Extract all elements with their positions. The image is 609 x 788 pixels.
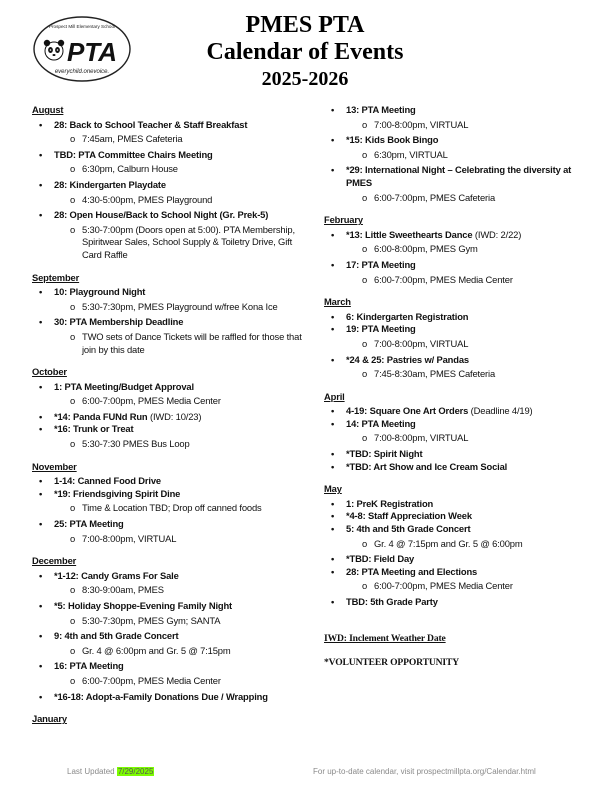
event-title: *5: Holiday Shoppe-Evening Family Night — [54, 600, 233, 611]
month-heading: September — [32, 271, 80, 283]
event-title: *29: International Night – Celebrating the diversity at PMES — [346, 164, 572, 188]
event-item — [324, 448, 586, 461]
event-item — [32, 630, 302, 643]
event-note: (IWD: 10/23) — [147, 410, 202, 422]
event-detail-text: 5:30-7:30pm, PMES Playground w/free Kona Ice — [82, 300, 278, 312]
event-item — [32, 316, 302, 329]
page-title: PMES PTA — [245, 12, 365, 38]
bullet-icon: • — [39, 569, 43, 581]
bullet-icon: • — [39, 410, 43, 422]
event-title: *TBD: Art Show and Ice Cream Social — [346, 460, 508, 472]
event-detail-text: Gr. 4 @ 7:15pm and Gr. 5 @ 6:00pm — [374, 537, 523, 549]
event-title: TBD: 5th Grade Party — [346, 596, 438, 607]
event-item — [324, 354, 586, 367]
bullet-icon: • — [331, 596, 335, 607]
last-updated — [67, 767, 154, 776]
event-item — [32, 518, 302, 531]
month-heading: December — [32, 555, 77, 567]
bullet-icon: • — [331, 565, 335, 577]
bullet-icon: • — [331, 258, 335, 270]
event-detail-text: 6:00-7:00pm, PMES Media Center — [374, 273, 513, 285]
event-item — [324, 510, 586, 523]
event-title: 16: PTA Meeting — [54, 660, 124, 672]
event-item — [324, 418, 586, 431]
event-title: 17: PTA Meeting — [346, 258, 416, 270]
event-detail — [324, 338, 586, 351]
event-detail-text: 7:00-8:00pm, VIRTUAL — [374, 118, 469, 130]
bullet-icon: • — [39, 286, 43, 298]
sub-bullet-icon: o — [70, 502, 76, 514]
sub-bullet-icon: o — [70, 438, 76, 450]
bullet-icon: • — [39, 518, 43, 530]
panda-icon — [44, 40, 64, 60]
last-updated-date: 7/29/2025 — [117, 767, 154, 776]
event-item — [324, 596, 586, 609]
sub-bullet-icon: o — [362, 537, 368, 549]
event-title: 1: PreK Registration — [346, 497, 434, 509]
event-detail-text: 5:30-7:30 PMES Bus Loop — [82, 438, 190, 450]
event-detail — [32, 224, 302, 262]
event-title: *TBD: Field Day — [346, 553, 415, 565]
sub-bullet-icon: o — [70, 532, 76, 544]
bullet-icon: • — [39, 487, 43, 499]
event-detail-text: 6:30pm, VIRTUAL — [374, 148, 448, 160]
event-detail — [32, 194, 302, 207]
bullet-icon: • — [331, 553, 335, 565]
event-item — [32, 119, 302, 132]
sub-bullet-icon: o — [70, 584, 76, 596]
sub-bullet-icon: o — [70, 674, 76, 686]
sub-bullet-icon: o — [362, 243, 368, 255]
bullet-icon: • — [331, 104, 335, 115]
event-title: 5: 4th and 5th Grade Concert — [346, 523, 471, 535]
bullet-icon: • — [39, 475, 43, 487]
event-title: TBD: PTA Committee Chairs Meeting — [54, 148, 213, 160]
event-title: 6: Kindergarten Registration — [346, 310, 469, 322]
sub-bullet-icon: o — [362, 368, 368, 380]
month-heading: November — [32, 460, 77, 472]
event-title: 25: PTA Meeting — [54, 518, 124, 530]
event-detail — [324, 580, 586, 593]
event-title: *19: Friendsgiving Spirit Dine — [54, 487, 181, 499]
bullet-icon: • — [331, 134, 335, 146]
bullet-icon: • — [331, 523, 335, 535]
event-detail-text: 6:00-8:00pm, PMES Gym — [374, 243, 478, 255]
event-note: (Deadline 4/19) — [468, 405, 533, 417]
event-detail — [324, 274, 586, 287]
event-item — [32, 488, 302, 501]
event-title: 14: PTA Meeting — [346, 417, 416, 429]
sub-bullet-icon: o — [70, 644, 76, 656]
sub-bullet-icon: o — [70, 133, 76, 145]
bullet-icon: • — [331, 228, 335, 240]
event-detail — [32, 645, 302, 658]
month-heading: March — [324, 296, 351, 308]
event-item — [32, 423, 302, 436]
event-item — [324, 104, 586, 117]
bullet-icon: • — [39, 423, 43, 435]
pta-logo — [32, 15, 132, 83]
sub-bullet-icon: o — [362, 273, 368, 285]
event-item — [32, 600, 302, 613]
event-detail-text: 7:00-8:00pm, VIRTUAL — [82, 532, 177, 544]
event-title: *13: Little Sweethearts Dance — [346, 228, 473, 240]
bullet-icon: • — [39, 178, 43, 190]
legend-iwd: IWD: Inclement Weather Date — [324, 632, 446, 644]
sub-bullet-icon: o — [362, 118, 368, 130]
bullet-icon: • — [331, 405, 335, 417]
bullet-icon: • — [331, 417, 335, 429]
event-item — [32, 286, 302, 299]
bullet-icon: • — [331, 310, 335, 322]
event-detail — [32, 615, 302, 628]
bullet-icon: • — [331, 460, 335, 472]
event-detail-text: 4:30-5:00pm, PMES Playground — [82, 193, 213, 205]
event-detail — [32, 395, 302, 408]
event-title: *15: Kids Book Bingo — [346, 134, 439, 146]
event-detail — [32, 438, 302, 451]
sub-bullet-icon: o — [70, 330, 76, 342]
sub-bullet-icon: o — [70, 614, 76, 626]
event-item — [324, 553, 586, 566]
sub-bullet-icon: o — [70, 223, 76, 235]
sub-bullet-icon: o — [70, 163, 76, 175]
sub-bullet-icon: o — [362, 580, 368, 592]
sub-bullet-icon: o — [70, 300, 76, 312]
event-title: *4-8: Staff Appreciation Week — [346, 510, 472, 522]
event-detail-text: 5:30-7:00pm (Doors open at 5:00). PTA Membership, Spiritwear Sales, School Supply & Toiletry Drive, Gift Card Raffle — [82, 223, 295, 260]
event-detail — [324, 432, 586, 445]
sub-bullet-icon: o — [362, 337, 368, 349]
sub-bullet-icon: o — [70, 193, 76, 205]
event-detail — [324, 192, 586, 205]
event-title: 1: PTA Meeting/Budget Approval — [54, 380, 194, 392]
event-detail-text: 6:00-7:00pm, PMES Media Center — [374, 580, 513, 592]
event-detail — [324, 368, 586, 381]
event-item — [32, 411, 302, 424]
event-detail-text: 6:00-7:00pm, PMES Cafeteria — [374, 191, 496, 203]
event-detail-text: 5:30-7:30pm, PMES Gym; SANTA — [82, 614, 221, 626]
event-detail-text: 6:30pm, Calburn House — [82, 163, 178, 175]
bullet-icon: • — [331, 323, 335, 335]
bullet-icon: • — [331, 448, 335, 460]
page-subtitle: Calendar of Events — [206, 39, 404, 65]
bullet-icon: • — [39, 316, 43, 328]
event-detail — [324, 243, 586, 256]
bullet-icon: • — [39, 600, 43, 611]
bullet-icon: • — [39, 148, 43, 160]
event-detail-text: Gr. 4 @ 6:00pm and Gr. 5 @ 7:15pm — [82, 644, 231, 656]
event-detail — [324, 119, 586, 132]
month-heading: August — [32, 104, 64, 115]
month-heading: January — [32, 713, 67, 725]
right-column — [324, 104, 586, 670]
page-header — [150, 12, 460, 92]
event-title: 4-19: Square One Art Orders — [346, 405, 469, 417]
event-item — [324, 134, 586, 147]
event-detail — [32, 133, 302, 146]
event-title: 19: PTA Meeting — [346, 323, 416, 335]
school-year: 2025-2026 — [261, 68, 349, 90]
event-item — [324, 405, 586, 418]
bullet-icon: • — [331, 353, 335, 365]
event-item — [32, 149, 302, 162]
bullet-icon: • — [39, 630, 43, 642]
sub-bullet-icon: o — [362, 191, 368, 203]
bullet-icon: • — [331, 497, 335, 509]
event-detail-text: 7:45-8:30am, PMES Cafeteria — [374, 368, 496, 380]
event-item — [324, 498, 586, 511]
event-item — [324, 323, 586, 336]
event-detail-text: Time & Location TBD; Drop off canned foods — [82, 502, 262, 514]
event-detail — [32, 301, 302, 314]
event-detail-text: 7:00-8:00pm, VIRTUAL — [374, 337, 469, 349]
event-title: 28: Back to School Teacher & Staff Breakfast — [54, 118, 248, 130]
svg-text:PTA: PTA — [66, 37, 118, 67]
event-title: 9: 4th and 5th Grade Concert — [54, 630, 179, 642]
month-heading: April — [324, 390, 345, 402]
event-item — [32, 691, 302, 704]
event-item — [324, 259, 586, 272]
event-detail — [32, 533, 302, 546]
sub-bullet-icon: o — [70, 395, 76, 407]
event-detail-text: 6:00-7:00pm, PMES Media Center — [82, 674, 221, 686]
event-detail — [32, 675, 302, 688]
event-item — [32, 570, 302, 583]
event-item — [324, 164, 586, 189]
month-heading: May — [324, 483, 342, 495]
event-title: *16-18: Adopt-a-Family Donations Due / Wrapping — [54, 690, 268, 702]
event-item — [324, 311, 586, 324]
event-title: 13: PTA Meeting — [346, 104, 416, 115]
event-detail — [32, 331, 302, 356]
event-item — [32, 209, 302, 222]
event-detail — [32, 502, 302, 515]
bullet-icon: • — [39, 660, 43, 672]
event-title: 28: Open House/Back to School Night (Gr. Prek-5) — [54, 209, 269, 221]
month-heading: February — [324, 214, 363, 226]
left-column — [32, 104, 302, 728]
event-item — [32, 381, 302, 394]
event-detail-text: 7:45am, PMES Cafeteria — [82, 133, 183, 145]
event-item — [32, 179, 302, 192]
event-item — [324, 566, 586, 579]
event-title: *1-12: Candy Grams For Sale — [54, 569, 179, 581]
bullet-icon: • — [39, 690, 43, 702]
bullet-icon: • — [39, 380, 43, 392]
bullet-icon: • — [331, 164, 335, 176]
last-updated-label: Last Updated — [67, 767, 117, 776]
event-detail — [324, 149, 586, 162]
month-heading: October — [32, 366, 67, 378]
event-title: 10: Playground Night — [54, 286, 146, 298]
svg-text:Prospect Mill Elementary Schoo: Prospect Mill Elementary School — [48, 24, 116, 29]
event-title: *14: Panda FUNd Run — [54, 410, 148, 422]
bullet-icon: • — [39, 209, 43, 221]
event-title: 1-14: Canned Food Drive — [54, 475, 161, 487]
event-item — [324, 523, 586, 536]
event-title: 28: Kindergarten Playdate — [54, 178, 166, 190]
bullet-icon: • — [331, 510, 335, 522]
event-title: *16: Trunk or Treat — [54, 423, 134, 435]
event-item — [324, 229, 586, 242]
event-title: *24 & 25: Pastries w/ Pandas — [346, 353, 469, 365]
event-item — [324, 461, 586, 474]
event-title: *TBD: Spirit Night — [346, 448, 423, 460]
sub-bullet-icon: o — [362, 432, 368, 444]
event-item — [32, 660, 302, 673]
event-title: 30: PTA Membership Deadline — [54, 316, 184, 328]
event-note: (IWD: 2/22) — [472, 228, 522, 240]
event-detail-text: 7:00-8:00pm, VIRTUAL — [374, 432, 469, 444]
sub-bullet-icon: o — [362, 148, 368, 160]
event-detail — [324, 538, 586, 551]
event-detail-text: TWO sets of Dance Tickets will be raffled for those that join by this date — [82, 330, 302, 355]
calendar-link-note: For up-to-date calendar, visit prospectmillpta.org/Calendar.html — [313, 767, 536, 776]
event-title: 28: PTA Meeting and Elections — [346, 565, 478, 577]
event-item — [32, 475, 302, 488]
event-detail-text: 6:00-7:00pm, PMES Media Center — [82, 395, 221, 407]
svg-text:everychild.onevoice.: everychild.onevoice. — [54, 69, 110, 75]
event-detail — [32, 163, 302, 176]
event-detail-text: 8:30-9:00am, PMES — [82, 584, 164, 596]
legend-volunteer: *VOLUNTEER OPPORTUNITY — [324, 657, 460, 669]
event-detail — [32, 584, 302, 597]
bullet-icon: • — [39, 118, 43, 130]
